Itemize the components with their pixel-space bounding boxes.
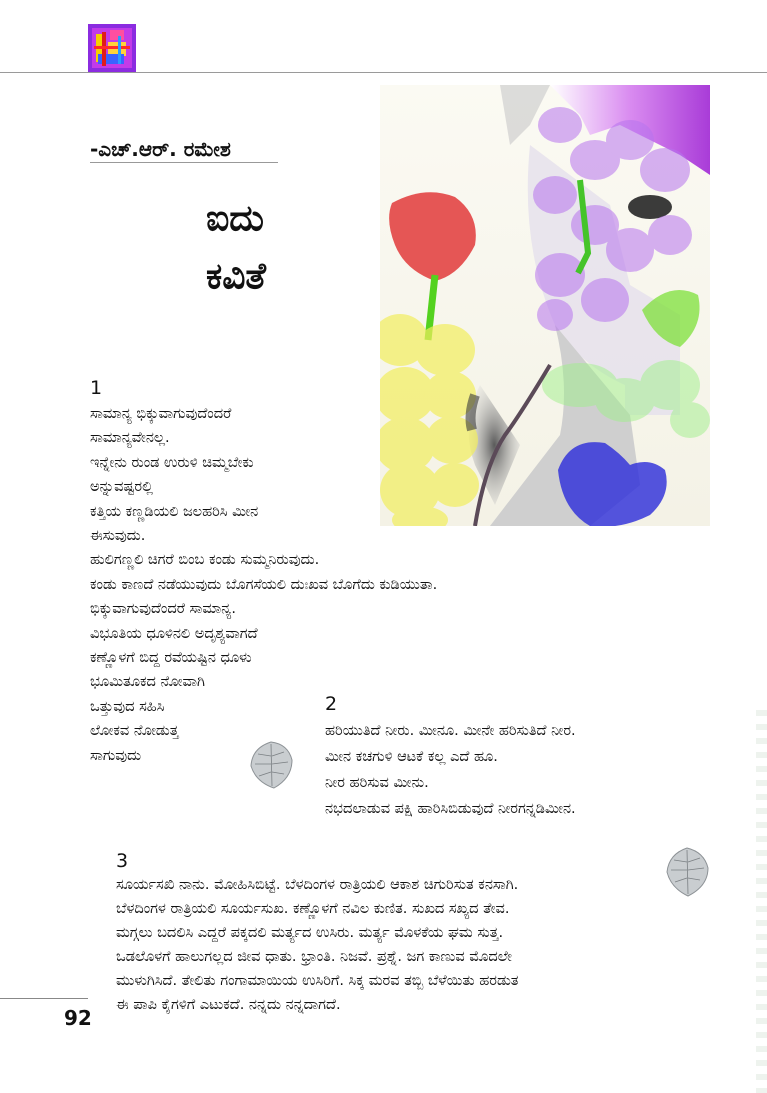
poem-line: ಲೋಕವ ನೋಡುತ್ತ xyxy=(90,723,179,740)
poem-line: ಭೂಮಿತೂಕದ ನೋವಾಗಿ xyxy=(90,674,205,691)
header-rule xyxy=(0,72,767,73)
poem-section-1 xyxy=(90,402,437,768)
page-edge-texture xyxy=(756,710,767,1093)
poem-line: ಸೂರ್ಯಸಖಿ ನಾನು. ಮೋಹಿಸಿಬಿಟ್ಟೆ. ಬೆಳದಿಂಗಳ ರಾತ್ರಿಯಲಿ ಆಕಾಶ ಚಿಗುರಿಸುತ ಕನಸಾಗಿ. xyxy=(116,877,519,893)
poem-line: ಈ ಪಾಪಿ ಕೈಗಳಿಗೆ ಎಟುಕದೆ. ನನ್ನದು ನನ್ನದಾಗದೆ. xyxy=(116,996,341,1013)
poem-line: ವಿಭೂತಿಯ ಧೂಳಿನಲಿ ಅದೃಶ್ಯವಾಗದೆ xyxy=(90,625,258,642)
poem-line: ನಭದಲಾಡುವ ಪಕ್ಷಿ ಹಾರಿಸಿಬಿಡುವುದೆ ನೀರಗನ್ನಡಿಮೀನ. xyxy=(325,801,576,817)
leaf-icon xyxy=(248,740,294,790)
poem-line: ನೀರ ಹರಿಸುವ ಮೀನು. xyxy=(325,775,429,791)
poem-line: ಈಸುವುದು. xyxy=(90,528,146,545)
poem-line: ಮಗ್ಗಲು ಬದಲಿಸಿ ಎದ್ದರೆ ಪಕ್ಕದಲಿ ಮರ್ತ್ಯದ ಉಸಿರು. ಮರ್ತ್ಯ ಮೊಳಕೆಯ ಘಮ ಸುತ್ತ. xyxy=(116,924,504,941)
poem-line: ಅನ್ನುವಷ್ಟರಲ್ಲಿ xyxy=(90,479,154,496)
poem-line: ಮೀನ ಕಚಗುಳಿ ಆಟಕೆ ಕಲ್ಲ ಎದೆ ಹೂ. xyxy=(325,749,498,765)
footer-rule xyxy=(0,998,88,999)
poem-line: ಕಂಡು ಕಾಣದೆ ನಡೆಯುವುದು ಬೊಗಸೆಯಲಿ ದುಃಖವ ಬೊಗೆದು ಕುಡಿಯುತಾ. xyxy=(90,576,438,593)
section-number: 2 xyxy=(325,693,338,715)
page-number: 92 xyxy=(64,1006,92,1030)
section-number: 1 xyxy=(90,377,103,399)
author-name: -ಎಚ್.ಆರ್. ರಮೇಶ xyxy=(90,137,231,161)
poem-section-2 xyxy=(325,718,576,822)
poem-line: ಒಡಲೊಳಗೆ ಹಾಲುಗಲ್ಲದ ಜೀವ ಧಾತು. ಭ್ರಾಂತಿ. ನಿಜವೆ. ಪ್ರಶ್ನೆ. ಜಗ ಕಾಣುವ ಮೊದಲೇ xyxy=(116,948,512,965)
poem-line: ಭಿಕ್ಕುವಾಗುವುದೆಂದರೆ ಸಾಮಾನ್ಯ. xyxy=(90,601,236,618)
poem-line: ಮುಳುಗಿಸಿದೆ. ತೇಲಿತು ಗಂಗಾಮಾಯಿಯ ಉಸಿರಿಗೆ. ಸಿಕ್ಕ ಮರವ ತಬ್ಬಿ ಬೆಳೆಯಿತು ಹರಡುತ xyxy=(116,972,519,989)
poem-line: ಸಾಮಾನ್ಯ ಭಿಕ್ಕುವಾಗುವುದೆಂದರೆ xyxy=(90,406,232,422)
section-number: 3 xyxy=(116,850,129,872)
poem-line: ಇನ್ನೇನು ರುಂಡ ಉರುಳಿ ಚಿಮ್ಮಬೇಕು xyxy=(90,454,254,471)
poem-title-line-1: ಐದು xyxy=(206,198,264,239)
poem-line: ಸಾಮಾನ್ಯವೇನಲ್ಲ. xyxy=(90,430,170,447)
poem-line: ಬೆಳದಿಂಗಳ ರಾತ್ರಿಯಲಿ ಸೂರ್ಯಸುಖ. ಕಣ್ಣೊಳಗೆ ನವಿಲ ಕುಣಿತ. ಸುಖದ ಸಖ್ಯದ ತೇವ. xyxy=(116,900,510,917)
leaf-icon xyxy=(664,846,710,898)
poem-line: ಹುಲಿಗಣ್ಣಲಿ ಚಿಗರೆ ಬಿಂಬ ಕಂಡು ಸುಮ್ಮನಿರುವುದು. xyxy=(90,552,320,569)
author-underline xyxy=(90,162,278,163)
poem-line: ಕಣ್ಣೊಳಗೆ ಬಿದ್ದ ರವೆಯಷ್ಟಿನ ಧೂಳು xyxy=(90,650,252,667)
poem-line: ಒತ್ತುವುದ ಸಹಿಸಿ xyxy=(90,698,165,715)
magazine-logo-icon xyxy=(88,24,136,72)
poem-line: ಹರಿಯುತಿದೆ ನೀರು. ಮೀನೂ. ಮೀನೇ ಹರಿಸುತಿದೆ ನೀರ. xyxy=(325,723,576,739)
poem-section-3 xyxy=(116,874,519,1017)
poem-line: ಕತ್ತಿಯ ಕಣ್ಣಡಿಯಲಿ ಜಲಹರಿಸಿ ಮೀನ xyxy=(90,503,259,520)
poem-line: ಸಾಗುವುದು xyxy=(90,747,142,764)
poem-title-line-2: ಕವಿತೆ xyxy=(206,256,266,297)
